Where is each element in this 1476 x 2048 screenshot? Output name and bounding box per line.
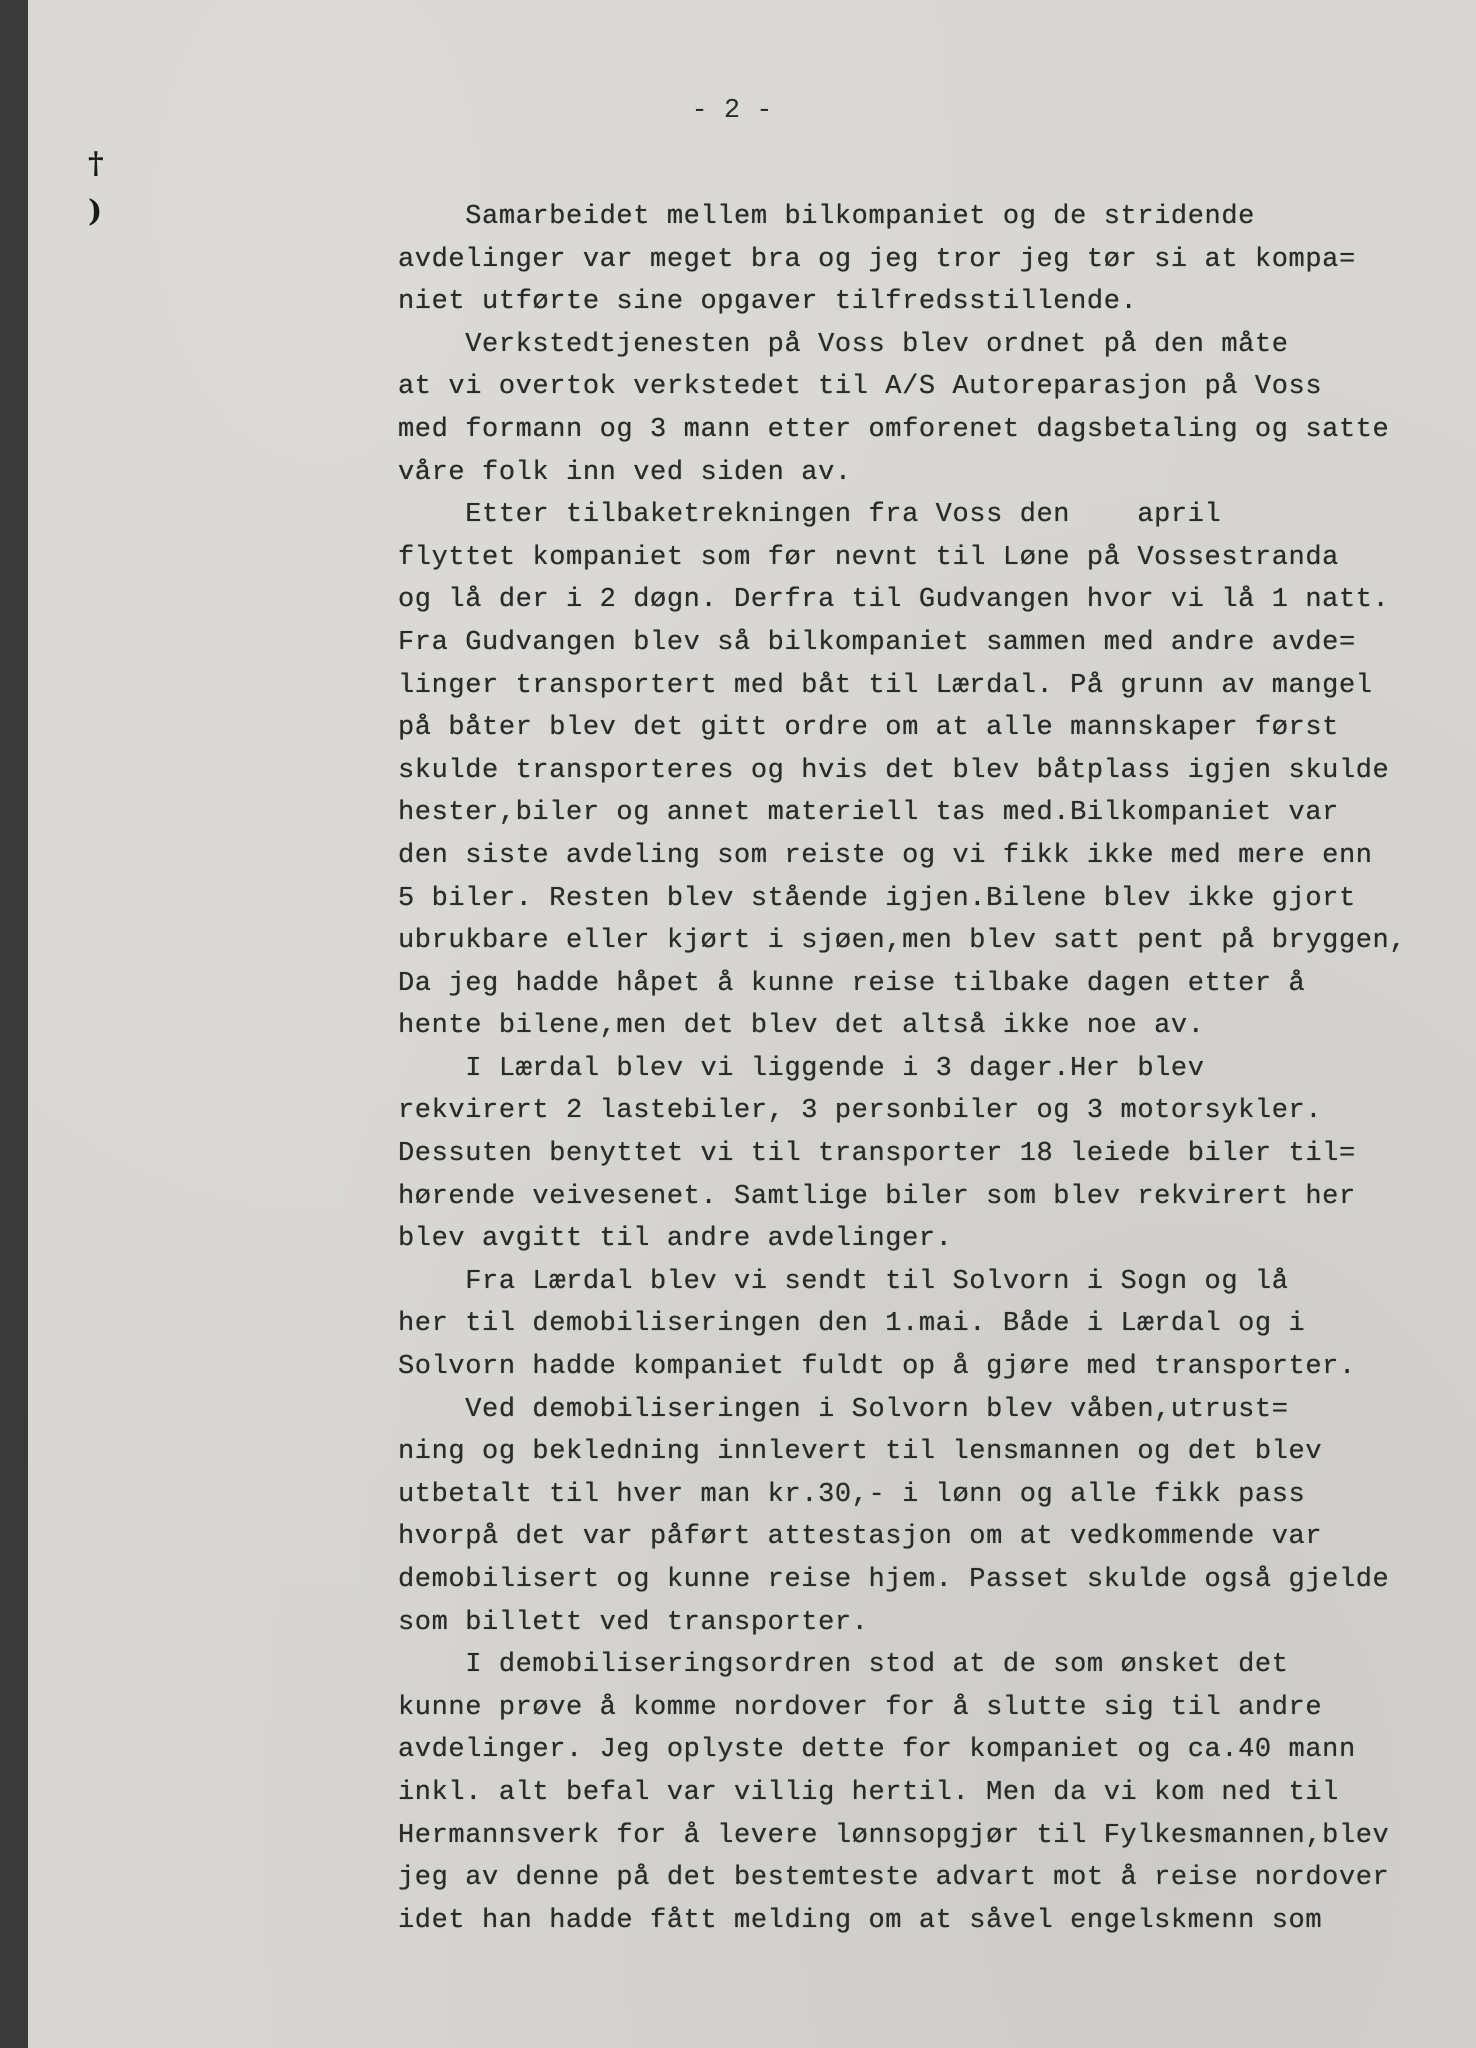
- text-line: Verkstedtjenesten på Voss blev ordnet på den måte: [398, 329, 1289, 360]
- text-line: Samarbeidet mellem bilkompaniet og de stridende: [398, 202, 1255, 232]
- text-line: hente bilene,men det blev det altså ikke noe av.: [398, 1011, 1205, 1042]
- document-page: [28, 0, 1476, 2048]
- text-line: utbetalt til hver man kr.30,- i lønn og alle fikk pass: [398, 1479, 1306, 1510]
- text-line: demobilisert og kunne reise hjem. Passet skulde også gjelde: [398, 1565, 1390, 1595]
- text-line: her til demobiliseringen den 1.mai. Både i Lærdal og i: [398, 1309, 1306, 1340]
- text-line: jeg av denne på det bestemteste advart mot å reise nordover: [398, 1863, 1390, 1894]
- text-line: blev avgitt til andre avdelinger.: [398, 1224, 953, 1255]
- text-line: den siste avdeling som reiste og vi fikk ikke med mere enn: [398, 840, 1373, 871]
- text-line: I demobiliseringsordren stod at de som ønsket det: [398, 1650, 1289, 1681]
- text-line: Etter tilbaketrekningen fra Voss den april: [398, 500, 1222, 531]
- text-line: som billett ved transporter.: [398, 1607, 869, 1638]
- text-line: Solvorn hadde kompaniet fuldt op å gjøre med transporter.: [398, 1352, 1356, 1383]
- text-line: Hermannsverk for å levere lønnsopgjør til Fylkesmannen,blev: [398, 1820, 1390, 1851]
- text-line: linger transportert med båt til Lærdal. På grunn av mangel: [398, 670, 1373, 701]
- text-line: med formann og 3 mann etter omforenet dagsbetaling og satte: [398, 414, 1390, 445]
- text-line: avdelinger. Jeg oplyste dette for kompaniet og ca.40 mann: [398, 1735, 1356, 1766]
- text-line: at vi overtok verkstedet til A/S Autoreparasjon på Voss: [398, 372, 1323, 403]
- text-line: ubrukbare eller kjørt i sjøen,men blev satt pent på bryggen,: [398, 926, 1407, 957]
- text-line: Fra Gudvangen blev så bilkompaniet sammen med andre avde=: [398, 627, 1356, 658]
- text-line: avdelinger var meget bra og jeg tror jeg tør si at kompa=: [398, 244, 1356, 275]
- text-line: Da jeg hadde håpet å kunne reise tilbake dagen etter å: [398, 968, 1306, 999]
- text-line: hester,biler og annet materiell tas med.Bilkompaniet var: [398, 798, 1339, 829]
- text-line: ning og bekledning innlevert til lensmannen og det blev: [398, 1437, 1323, 1468]
- text-line: våre folk inn ved siden av.: [398, 457, 852, 488]
- text-line: hørende veivesenet. Samtlige biler som blev rekvirert her: [398, 1181, 1356, 1212]
- page-number: - 2 -: [691, 96, 773, 126]
- text-line: skulde transporteres og hvis det blev båtplass igjen skulde: [398, 755, 1390, 786]
- text-line: hvorpå det var påført attestasjon om at vedkommende var: [398, 1522, 1323, 1553]
- margin-mark: ): [88, 194, 103, 229]
- text-line: Fra Lærdal blev vi sendt til Solvorn i Sogn og lå: [398, 1266, 1289, 1297]
- typed-body-text: [398, 196, 1468, 1942]
- text-line: flyttet kompaniet som før nevnt til Løne på Vossestranda: [398, 542, 1339, 573]
- text-line: Dessuten benyttet vi til transporter 18 leiede biler til=: [398, 1139, 1356, 1170]
- text-line: inkl. alt befal var villig hertil. Men da vi kom ned til: [398, 1777, 1339, 1808]
- margin-mark: †: [88, 146, 104, 181]
- text-line: I Lærdal blev vi liggende i 3 dager.Her blev: [398, 1053, 1205, 1084]
- text-line: kunne prøve å komme nordover for å slutte sig til andre: [398, 1692, 1323, 1723]
- text-line: idet han hadde fått melding om at såvel engelskmenn som: [398, 1905, 1323, 1936]
- text-line: Ved demobiliseringen i Solvorn blev våben,utrust=: [398, 1394, 1289, 1425]
- text-line: på båter blev det gitt ordre om at alle mannskaper først: [398, 713, 1339, 744]
- text-line: og lå der i 2 døgn. Derfra til Gudvangen hvor vi lå 1 natt.: [398, 585, 1390, 616]
- text-line: rekvirert 2 lastebiler, 3 personbiler og 3 motorsykler.: [398, 1096, 1323, 1127]
- text-line: niet utførte sine opgaver tilfredsstillende.: [398, 287, 1138, 318]
- margin-marks: [88, 140, 104, 236]
- text-line: 5 biler. Resten blev stående igjen.Bilene blev ikke gjort: [398, 883, 1356, 914]
